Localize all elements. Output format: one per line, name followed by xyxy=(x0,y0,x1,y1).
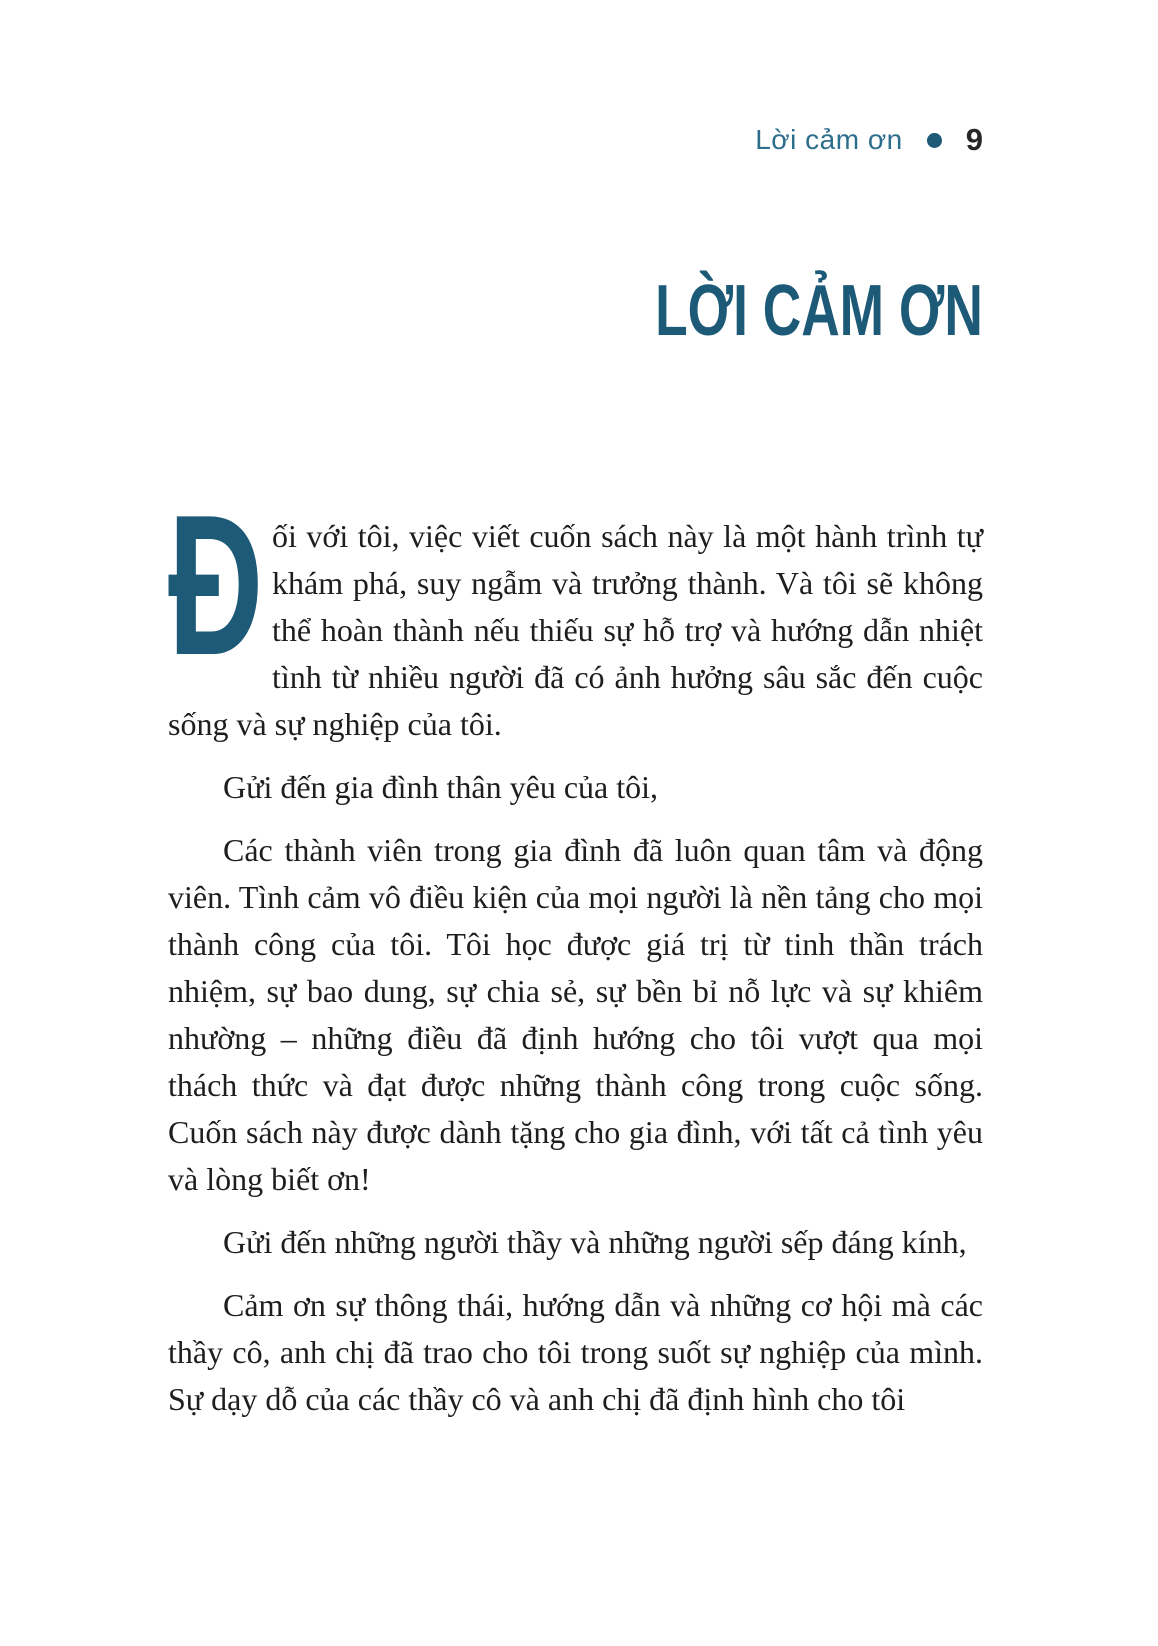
paragraph-salutation-mentors: Gửi đến những người thầy và những người sếp đáng kính, xyxy=(223,1224,967,1260)
paragraph-opening-text: ối với tôi, việc viết cuốn sách này là một hành trình tự khám phá, suy ngẫm và trưởng thành. Và tôi sẽ không thể hoàn thành nếu thiếu sự hỗ trợ và hướng dẫn nhiệt tình từ nhiều người đã có ảnh hưởng sâu sắc đến cuộc sống và sự nghiệp của tôi. xyxy=(168,518,983,742)
page-number: 9 xyxy=(965,122,983,157)
drop-cap: Đ xyxy=(168,474,264,697)
page-header xyxy=(755,124,983,156)
chapter-title xyxy=(540,272,983,350)
paragraph-opening xyxy=(168,474,983,748)
paragraph-salutation-family: Gửi đến gia đình thân yêu của tôi, xyxy=(223,769,659,805)
paragraph-family: Các thành viên trong gia đình đã luôn quan tâm và động viên. Tình cảm vô điều kiện của mọi người là nền tảng cho mọi thành công của tôi. Tôi học được giá trị từ tinh thần trách nhiệm, sự bao dung, sự chia sẻ, sự bền bỉ nỗ lực và sự khiêm nhường – những điều đã định hướng cho tôi vượt qua mọi thách thức và đạt được những thành công trong cuộc sống. Cuốn sách này được dành tặng cho gia đình, với tất cả tình yêu và lòng biết ơn! xyxy=(168,832,983,1197)
running-header-chapter-label: Lời cảm ơn xyxy=(755,124,903,155)
paragraph-mentors: Cảm ơn sự thông thái, hướng dẫn và những cơ hội mà các thầy cô, anh chị đã trao cho tôi trong suốt sự nghiệp của mình. Sự dạy dỗ của các thầy cô và anh chị đã định hình cho tôi xyxy=(168,1287,983,1417)
separator-dot-icon xyxy=(927,133,942,148)
body-text xyxy=(168,474,983,1439)
chapter-title-text: LỜI CẢM ƠN xyxy=(655,271,983,351)
